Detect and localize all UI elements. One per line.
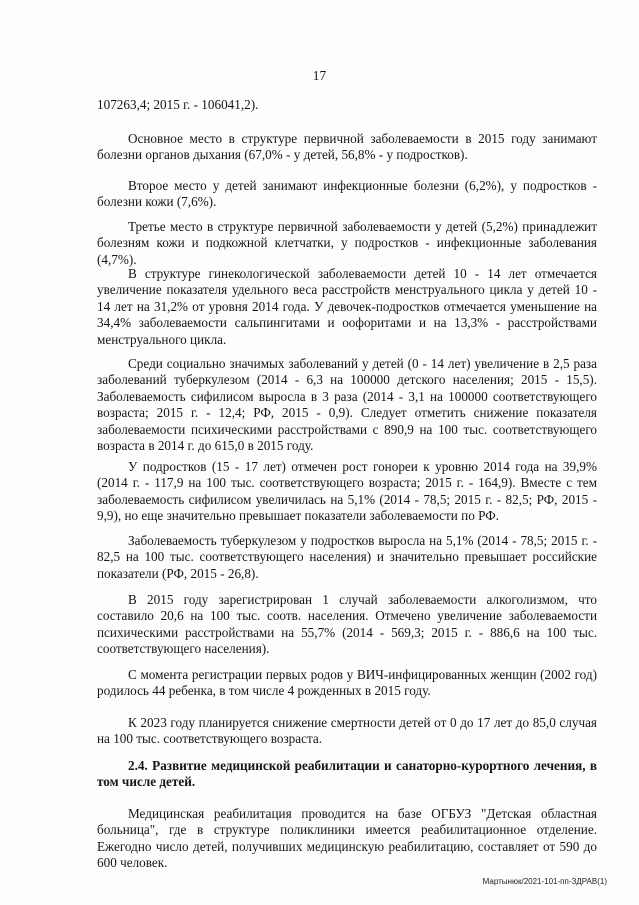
paragraph-continuation: 107263,4; 2015 г. - 106041,2).: [97, 97, 259, 112]
paragraph-second-place: Второе место у детей занимают инфекционные болезни (6,2%), у подростков - болезни кожи (7,6%).: [97, 178, 597, 210]
page-number: 17: [312, 68, 327, 83]
paragraph-mortality-target: К 2023 году планируется снижение смертности детей от 0 до 17 лет до 85,0 случая на 100 тыс. соответствующего возраста.: [97, 715, 597, 747]
paragraph-tuberculosis: Заболеваемость туберкулезом у подростков выросла на 5,1% (2014 - 78,5; 2015 г. - 82,5 на 100 тыс. соответствующего населения) и значительно превышает российские показатели (РФ, 2015 - 26,8).: [97, 533, 597, 581]
paragraph-social-diseases: Среди социально значимых заболеваний у детей (0 - 14 лет) увеличение в 2,5 раза заболеваний туберкулезом (2014 - 6,3 на 100000 детского населения; 2015 - 15,5). Заболеваемость сифилисом выросла в 3 раза (2014 - 3,1 на 100000 соответствующего возраста; 2015 г. - 12,4; РФ, 2015 - 0,9). Следует отметить снижение показателя заболеваемости психическими расстройствами с 890,9 на 100 тыс. соответствующего возраста в 2014 г. до 615,0 в 2015 году.: [97, 356, 597, 454]
paragraph-adolescents: У подростков (15 - 17 лет) отмечен рост гонореи к уровню 2014 года на 39,9% (2014 г. - 117,9 на 100 тыс. соответствующего возраста; 2015 г. - 164,9). Вместе с тем заболеваемость сифилисом увеличилась на 5,1% (2014 - 78,5; 2015 г. - 82,5; РФ, 2015 - 9,9), но еще значительно превышает показатели заболеваемости по РФ.: [97, 459, 597, 524]
section-heading: 2.4. Развитие медицинской реабилитации и санаторно-курортного лечения, в том числе детей.: [97, 758, 597, 790]
paragraph-hiv: С момента регистрации первых родов у ВИЧ-инфицированных женщин (2002 год) родилось 44 ребенка, в том числе 4 рожденных в 2015 году.: [97, 667, 597, 699]
paragraph-rehabilitation: Медицинская реабилитация проводится на базе ОГБУЗ "Детская областная больница", где в структуре поликлиники имеется реабилитационное отделение. Ежегодно число детей, получивших медицинскую реабилитацию, составляет от 590 до 600 человек.: [97, 806, 597, 871]
paragraph-alcoholism: В 2015 году зарегистрирован 1 случай заболеваемости алкоголизмом, что составило 20,6 на 100 тыс. соотв. населения. Отмечено увеличение заболеваемости психическими расстройствами на 55,7% (2014 - 569,3; 2015 г. - 886,6 на 100 тыс. соответствующего населения).: [97, 592, 597, 657]
footer-reference: Мартынюк/2021-101-пп-ЗДРАВ(1): [482, 877, 607, 886]
paragraph-respiratory: Основное место в структуре первичной заболеваемости в 2015 году занимают болезни органов дыхания (67,0% - у детей, 56,8% - у подростков).: [97, 131, 597, 163]
paragraph-third-place: Третье место в структуре первичной заболеваемости у детей (5,2%) принадлежит болезням кожи и подкожной клетчатки, у подростков - инфекционные заболевания (4,7%).: [97, 219, 597, 267]
paragraph-gynecology: В структуре гинекологической заболеваемости детей 10 - 14 лет отмечается увеличение показателя удельного веса расстройств менструального цикла у детей 10 - 14 лет на 31,2% от уровня 2014 года. У девочек-подростков отмечается уменьшение на 34,4% заболеваемости сальпингитами и оофоритами и на 13,3% - расстройствами менструального цикла.: [97, 266, 597, 347]
